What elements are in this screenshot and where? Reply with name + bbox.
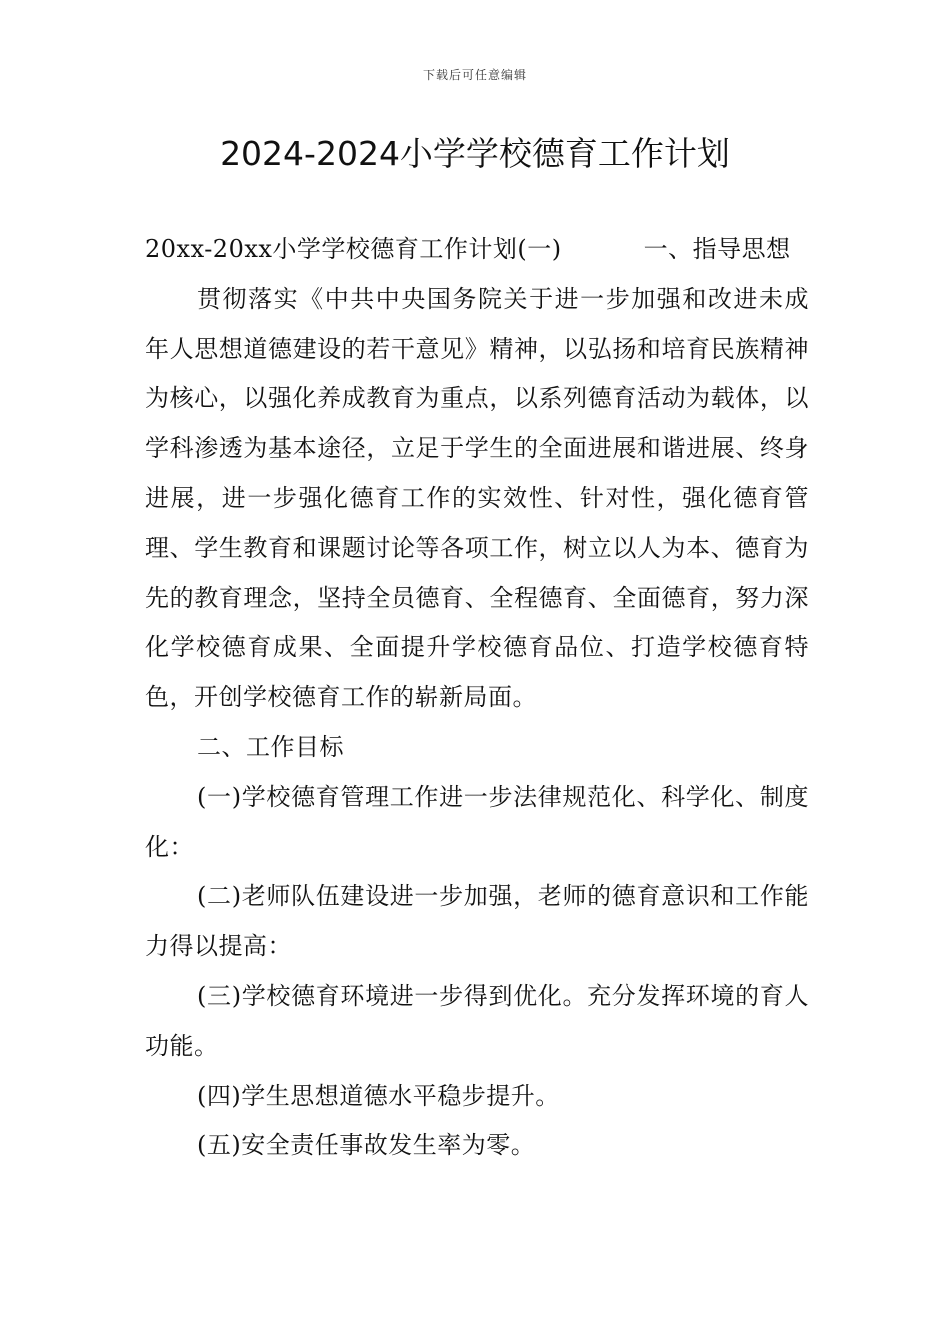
goal-item: (三)学校德育环境进一步得到优化。充分发挥环境的育人功能。 — [145, 981, 809, 1060]
header-note: 下载后可任意编辑 — [422, 68, 527, 82]
goal-item: (一)学校德育管理工作进一步法律规范化、科学化、制度化： — [145, 782, 809, 861]
section-heading-guiding-thought: 一、指导思想 — [643, 235, 791, 263]
goal-item: (二)老师队伍建设进一步加强，老师的德育意识和工作能力得以提高： — [145, 882, 809, 961]
goal-item: (四)学生思想道德水平稳步提升。 — [197, 1081, 560, 1110]
paragraph-guiding-thought: 贯彻落实《中共中央国务院关于进一步加强和改进未成年人思想道德建设的若干意见》精神，以弘扬和培育民族精神为核心，以强化养成教育为重点，以系列德育活动为载体，以学科渗透为基本途径，立足于学生的全面进展和谐进展、终身进展，进一步强化德育工作的实效性、针对性，强化德育管理、学生教育和课题讨论等各项工作，树立以人为本、德育为先的教育理念，坚持全员德育、全程德育、全面德育，努力深化学校德育成果、全面提升学校德育品位、打造学校德育特色，开创学校德育工作的崭新局面。 — [145, 284, 809, 712]
document-body — [145, 225, 809, 1171]
section-heading-goals: 二、工作目标 — [197, 732, 344, 761]
document-subtitle: 20xx-20xx小学学校德育工作计划(一) — [145, 235, 562, 263]
intro-line — [145, 225, 809, 275]
document-title: 2024-2024小学学校德育工作计划 — [220, 134, 730, 173]
goal-item: (五)安全责任事故发生率为零。 — [197, 1131, 536, 1160]
